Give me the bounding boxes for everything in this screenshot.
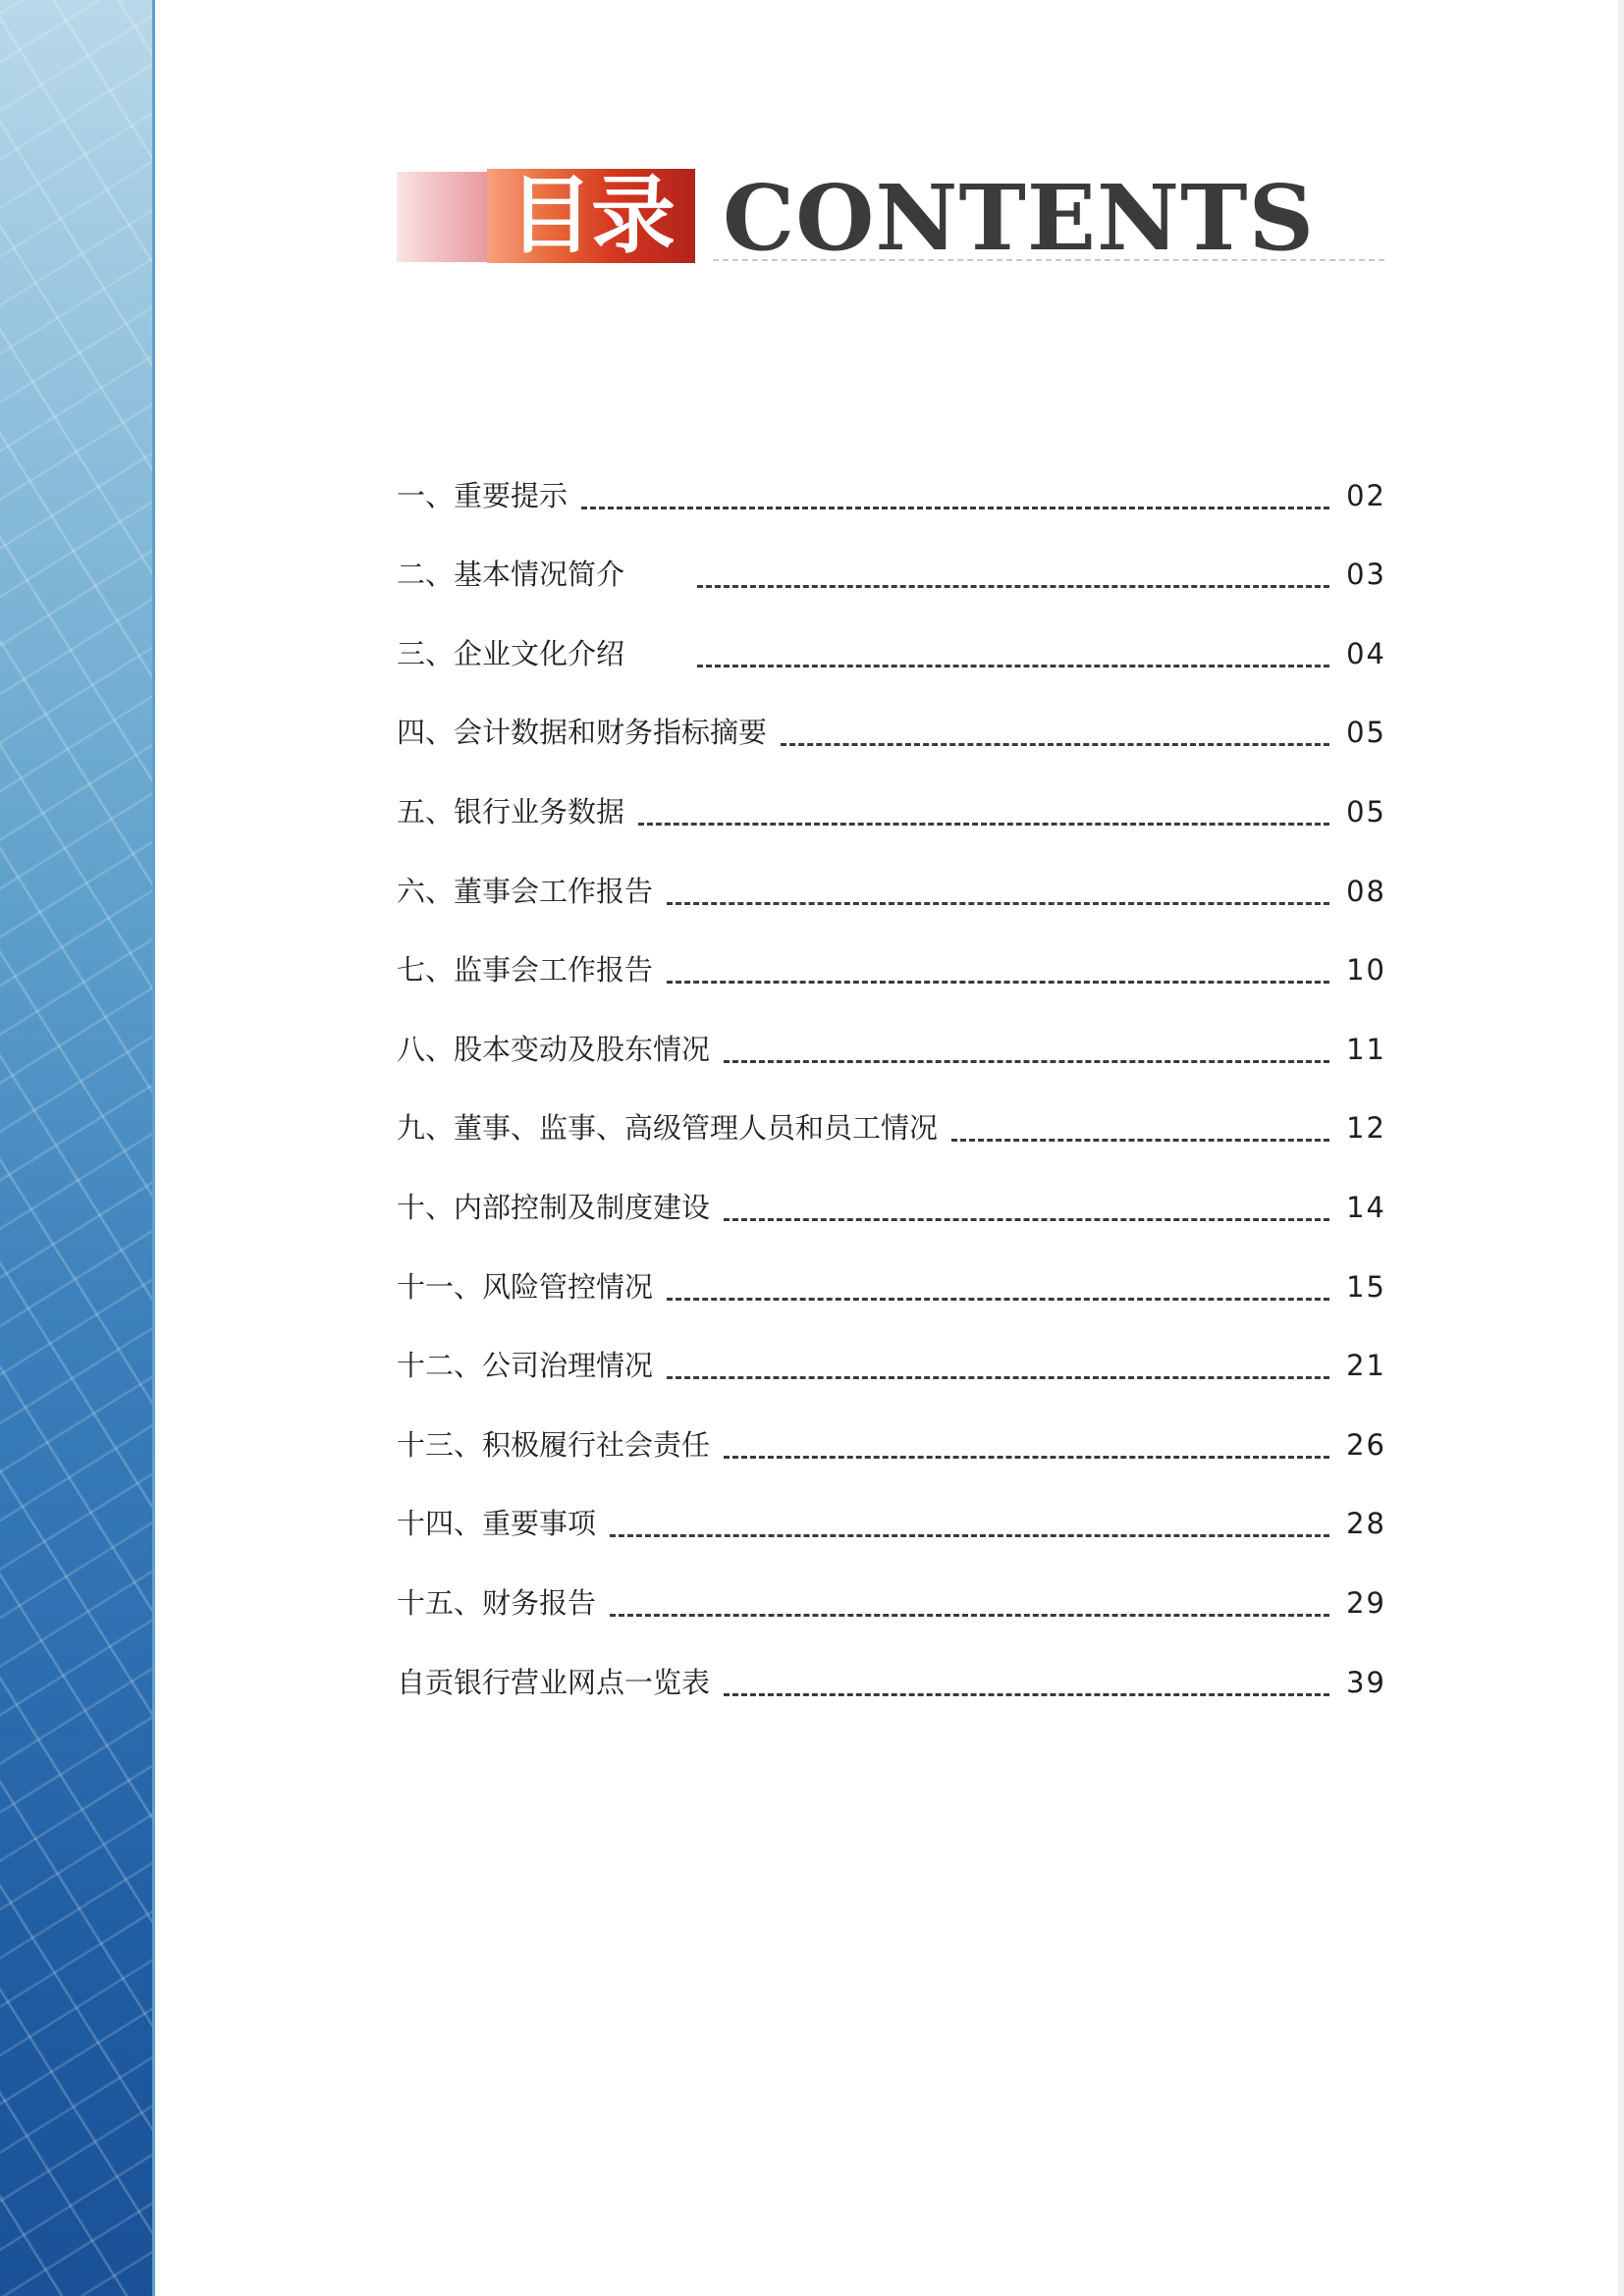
toc-item[interactable] bbox=[397, 450, 1386, 529]
toc-item-page: 26 bbox=[1346, 1427, 1386, 1462]
toc-item-leader bbox=[638, 823, 1329, 826]
toc-item-leader bbox=[610, 1614, 1329, 1617]
toc-item-page: 12 bbox=[1346, 1111, 1386, 1146]
toc-item-leader bbox=[724, 1693, 1329, 1696]
toc-item-leader bbox=[781, 743, 1329, 746]
heading-dashed-rule bbox=[713, 259, 1384, 261]
toc-item[interactable] bbox=[397, 766, 1386, 845]
toc-item-leader bbox=[724, 1456, 1329, 1459]
toc-item-leader bbox=[610, 1534, 1329, 1537]
toc-item-page: 11 bbox=[1346, 1032, 1386, 1066]
toc-item-page: 02 bbox=[1346, 478, 1386, 512]
toc-item[interactable] bbox=[397, 845, 1386, 925]
toc-item-label: 十二、公司治理情况 bbox=[397, 1349, 654, 1383]
toc-item-leader bbox=[724, 1060, 1329, 1063]
toc-item-leader bbox=[724, 1218, 1329, 1221]
toc-item-label: 十一、风险管控情况 bbox=[397, 1269, 654, 1304]
toc-item-page: 08 bbox=[1346, 874, 1386, 908]
toc-item[interactable] bbox=[397, 925, 1386, 1004]
toc-item-leader bbox=[667, 902, 1329, 905]
toc-item-label: 六、董事会工作报告 bbox=[397, 874, 654, 908]
toc-item-label: 三、企业文化介绍 bbox=[397, 636, 625, 670]
toc-item[interactable] bbox=[397, 687, 1386, 767]
toc-item-page: 05 bbox=[1346, 716, 1386, 750]
toc-item-label: 四、会计数据和财务指标摘要 bbox=[397, 716, 768, 750]
toc-item-leader bbox=[697, 665, 1329, 667]
toc-item-page: 10 bbox=[1346, 953, 1386, 988]
toc-item[interactable] bbox=[397, 1083, 1386, 1162]
toc-item-page: 05 bbox=[1346, 794, 1386, 828]
toc-item-page: 04 bbox=[1346, 636, 1386, 670]
page-right-edge bbox=[1618, 0, 1624, 2296]
toc-item[interactable] bbox=[397, 1399, 1386, 1478]
toc-item[interactable] bbox=[397, 1478, 1386, 1558]
toc-item[interactable] bbox=[397, 529, 1386, 609]
toc-item-page: 15 bbox=[1346, 1269, 1386, 1304]
toc-item-leader bbox=[667, 1376, 1329, 1379]
toc-item[interactable] bbox=[397, 1557, 1386, 1636]
toc-item-label: 自贡银行营业网点一览表 bbox=[397, 1665, 711, 1699]
toc-item-label: 八、股本变动及股东情况 bbox=[397, 1032, 711, 1066]
toc-item-label: 九、董事、监事、高级管理人员和员工情况 bbox=[397, 1111, 939, 1146]
toc-item[interactable] bbox=[397, 1241, 1386, 1320]
toc-item-label: 一、重要提示 bbox=[397, 478, 568, 512]
toc-item-leader bbox=[667, 1298, 1329, 1301]
toc-item-page: 29 bbox=[1346, 1585, 1386, 1620]
toc-item[interactable] bbox=[397, 1003, 1386, 1083]
heading-cn-badge bbox=[487, 169, 695, 263]
toc-item-label: 七、监事会工作报告 bbox=[397, 953, 654, 988]
toc-item-leader bbox=[697, 585, 1329, 588]
toc-item-label: 十五、财务报告 bbox=[397, 1585, 597, 1620]
contents-heading bbox=[397, 165, 1384, 271]
toc-item-page: 14 bbox=[1346, 1190, 1386, 1224]
toc-item-label: 十、内部控制及制度建设 bbox=[397, 1190, 711, 1224]
heading-en-text: CONTENTS bbox=[723, 165, 1316, 271]
toc-item-label: 十四、重要事项 bbox=[397, 1507, 597, 1541]
toc-item-leader bbox=[581, 507, 1329, 509]
toc-item-label: 二、基本情况简介 bbox=[397, 558, 625, 592]
toc-item-page: 28 bbox=[1346, 1507, 1386, 1541]
toc-item-label: 十三、积极履行社会责任 bbox=[397, 1427, 711, 1462]
toc-item-label: 五、银行业务数据 bbox=[397, 794, 625, 828]
decorative-side-band bbox=[0, 0, 155, 2296]
toc-item-page: 21 bbox=[1346, 1349, 1386, 1383]
heading-accent-bar bbox=[397, 172, 493, 262]
toc-item[interactable] bbox=[397, 1636, 1386, 1716]
toc-item[interactable] bbox=[397, 1161, 1386, 1241]
heading-cn-text: 目录 bbox=[509, 167, 674, 265]
table-of-contents bbox=[397, 450, 1386, 1716]
toc-item-leader bbox=[951, 1139, 1329, 1142]
toc-item-page: 39 bbox=[1346, 1665, 1386, 1699]
toc-item-leader bbox=[667, 981, 1329, 984]
toc-item[interactable] bbox=[397, 1320, 1386, 1400]
toc-item-page: 03 bbox=[1346, 558, 1386, 592]
toc-item[interactable] bbox=[397, 608, 1386, 687]
